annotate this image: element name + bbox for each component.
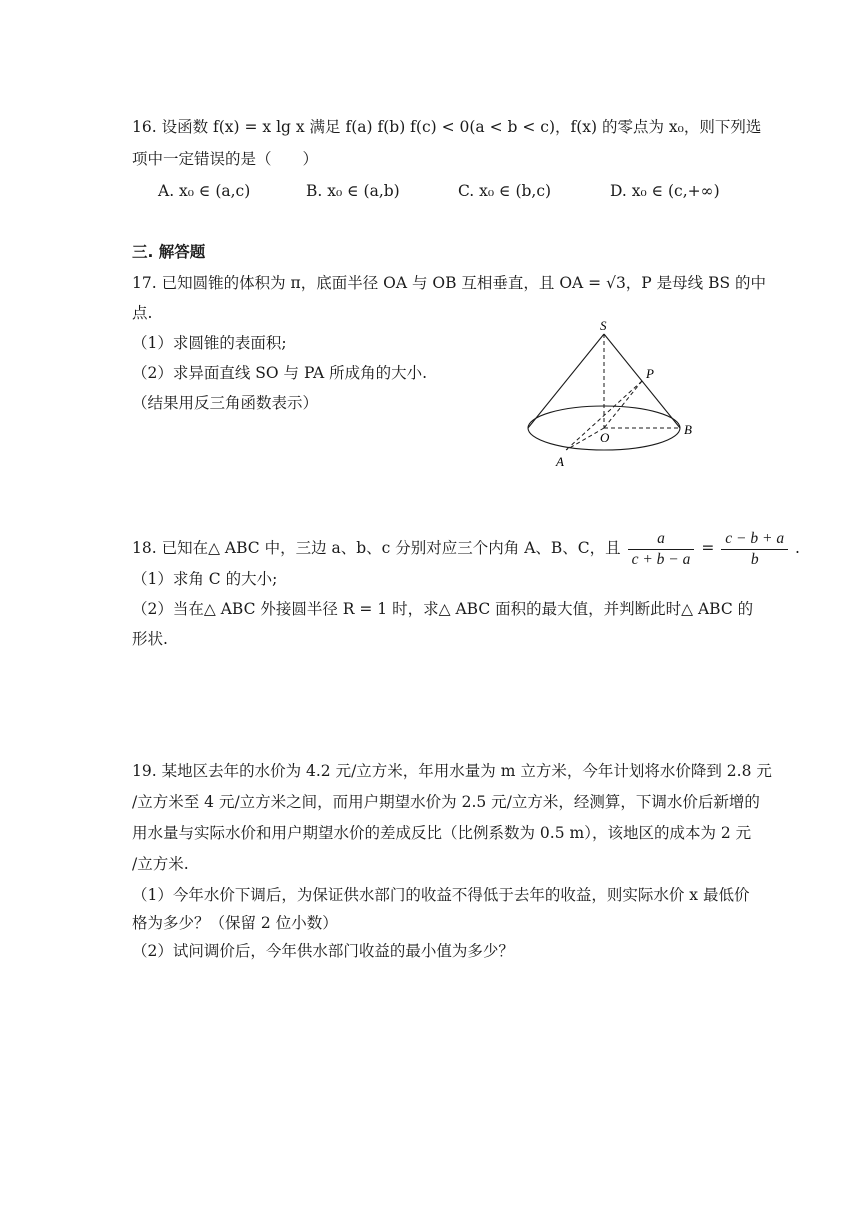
q17-stem-line2: 点.	[132, 304, 153, 322]
q19-stem-line2: /立方米至 4 元/立方米之间，而用户期望水价为 2.5 元/立方米，经测算，下调水价后新增的	[132, 793, 760, 811]
q18-period: .	[795, 539, 800, 557]
q17-stem-line1: 17. 已知圆锥的体积为 π，底面半径 OA 与 OB 互相垂直，且 OA = √3，P 是母线 BS 的中	[132, 274, 767, 292]
q18-stem-text: 18. 已知在△ ABC 中，三边 a、b、c 分别对应三个内角 A、B、C，且	[132, 539, 621, 557]
q19-part1: （1）今年水价下调后，为保证供水部门的收益不得低于去年的收益，则实际水价 x 最低价	[132, 886, 750, 904]
q18-frac2-denominator: b	[750, 550, 759, 568]
q18-fraction-right	[721, 529, 788, 570]
q19-part2: （2）试问调价后，今年供水部门收益的最小值为多少？	[132, 942, 514, 960]
q16-option-d: D. x₀ ∈ (c,+∞)	[610, 182, 720, 200]
q16-option-a: A. x₀ ∈ (a,c)	[158, 182, 251, 200]
q18-equals: =	[701, 539, 715, 557]
q16-option-b: B. x₀ ∈ (a,b)	[306, 182, 400, 200]
q16-stem-line2: 项中一定错误的是（ ）	[132, 150, 319, 168]
section-heading: 三. 解答题	[132, 243, 206, 261]
cone-figure	[518, 316, 718, 476]
q19-part1-cont: 格为多少？（保留 2 位小数）	[132, 914, 338, 932]
q17-part3: （结果用反三角函数表示）	[132, 394, 319, 412]
q17-part1: （1）求圆锥的表面积;	[132, 334, 287, 352]
q18-frac1-denominator: c + b − a	[631, 550, 691, 568]
q19-stem-line1: 19. 某地区去年的水价为 4.2 元/立方米，年用水量为 m 立方米，今年计划将水价降到 2.8 元	[132, 762, 772, 780]
q17-part2: （2）求异面直线 SO 与 PA 所成角的大小.	[132, 364, 428, 382]
q18-part2: （2）当在△ ABC 外接圆半径 R = 1 时，求△ ABC 面积的最大值，并判断此时△ ABC 的	[132, 600, 754, 618]
label-S: S	[600, 318, 607, 333]
q18-part1: （1）求角 C 的大小;	[132, 570, 278, 588]
q18-frac1-numerator: a	[628, 529, 695, 550]
q19-stem-line3: 用水量与实际水价和用户期望水价的差成反比（比例系数为 0.5 m），该地区的成本为 2 元	[132, 824, 752, 842]
q16-stem-line1: 16. 设函数 f(x) = x lg x 满足 f(a) f(b) f(c) < 0(a < b < c)，f(x) 的零点为 x₀，则下列选	[132, 118, 762, 136]
label-A: A	[556, 454, 564, 469]
q18-fraction-left	[628, 529, 695, 570]
q18-part2-cont: 形状.	[132, 630, 168, 648]
label-B: B	[684, 422, 692, 437]
label-O: O	[600, 430, 610, 445]
label-P: P	[646, 366, 654, 381]
q16-option-c: C. x₀ ∈ (b,c)	[458, 182, 552, 200]
q19-stem-line4: /立方米.	[132, 855, 189, 873]
q18-frac2-numerator: c − b + a	[721, 529, 788, 550]
q18-stem-line1	[132, 526, 800, 570]
